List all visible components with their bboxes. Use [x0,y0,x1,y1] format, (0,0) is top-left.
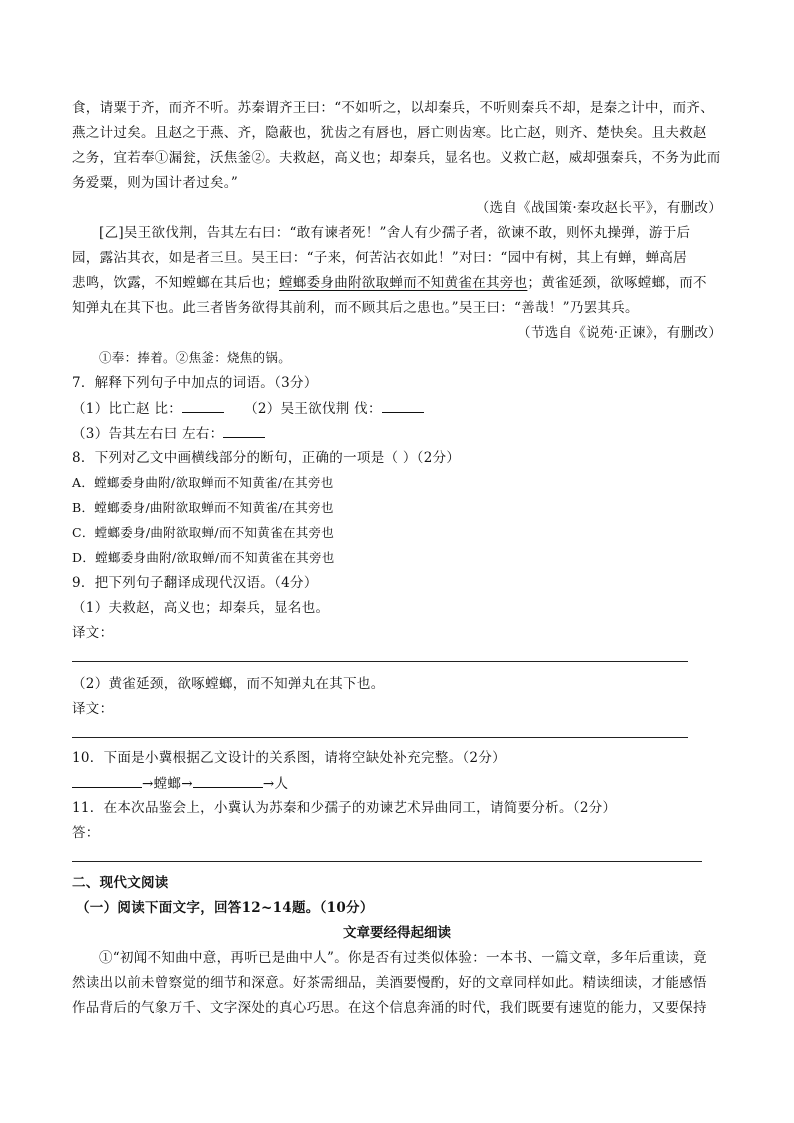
passage-yi-line-2: 园，露沾其衣，如是者三旦。吴王曰：“子来，何苦沾衣如此！”对曰：“园中有树，其上有蝉，蝉高居 [72,250,688,266]
question-8-option-c[interactable]: C．螳螂委身/曲附欲取蝉/而不知黄雀在其旁也 [72,525,335,540]
question-7-item-2: （2）吴王欲伐荆 伐： [244,401,382,417]
question-9-translation-label-2: 译文： [72,701,114,717]
passage-yi-line-1: [乙]吴王欲伐荆，告其左右曰：“敢有谏者死！”舍人有少孺子者，欲谏不敢，则怀丸操弹，游于后 [99,225,691,241]
answer-blank-10-2[interactable] [193,773,263,788]
question-9-translation-label-1: 译文： [72,625,114,641]
question-7-item-3: （3）告其左右曰 左右： [72,426,224,442]
question-7-item-1: （1）比亡赵 比： [72,401,183,417]
passage-jia-line-2: 燕之计过矣。且赵之于燕、齐，隐蔽也，犹齿之有唇也，唇亡则齿寒。比亡赵，则齐、楚快矣。且夫救赵 [72,125,707,141]
passage-yi-line-3-end: ；黄雀延颈，欲啄螳螂，而不 [527,275,707,291]
article-title: 文章要经得起细读 [343,925,451,941]
footnotes: ①奉：捧着。②焦釜：烧焦的锅。 [99,350,292,365]
question-9: 9．把下列句子翻译成现代汉语。（4分） [72,575,318,591]
question-7-item-3-row [72,423,265,444]
answer-line-9-1[interactable] [72,661,688,662]
question-9-sentence-1: （1）夫救赵，高义也；却秦兵，显名也。 [72,600,330,616]
article-line-1: ①“初闻不知曲中意，再听已是曲中人”。你是否有过类似体验：一本书、一篇文章，多年后重读，竟 [99,950,707,966]
underlined-sentence: 螳螂委身曲附欲取蝉而不知黄雀在其旁也 [279,275,528,291]
question-8-option-a[interactable]: A．螳螂委身曲附/欲取蝉而不知黄雀/在其旁也 [72,475,334,490]
question-8: 8．下列对乙文中画横线部分的断句，正确的一项是（ ）（2分） [72,450,461,466]
answer-blank-7-1[interactable] [182,398,224,413]
question-9-sentence-2: （2）黄雀延颈，欲啄螳螂，而不知弹丸在其下也。 [72,676,385,692]
question-8-option-d[interactable]: D．螳螂委身曲附/欲取蝉/而不知黄雀在其旁也 [72,550,335,565]
section-2-heading: 二、现代文阅读 [72,875,169,891]
relation-diagram [72,773,288,794]
article-line-3: 作品背后的气象万千、文字深处的真心巧思。在这个信息奔涌的时代，我们既要有速览的能力，又要保持 [72,1000,707,1016]
answer-blank-10-1[interactable] [72,773,142,788]
passage-jia-source: （选自《战国策·秦攻赵长平》，有删改） [475,200,722,216]
passage-jia-line-1: 食，请粟于齐，而齐不听。苏秦谓齐王曰：“不如听之，以却秦兵，不听则秦兵不却，是秦之计中，而齐、 [72,100,714,116]
passage-yi-line-3 [72,273,707,293]
answer-line-9-2[interactable] [72,737,688,738]
passage-yi-source: （节选自《说苑·正谏》，有删改） [517,325,722,341]
question-7: 7．解释下列句子中加点的词语。（3分） [72,375,318,391]
answer-line-11[interactable] [72,861,702,862]
question-10: 10．下面是小冀根据乙文设计的关系图，请将空缺处补充完整。（2分） [72,750,506,766]
passage-jia-line-3: 之务，宜若奉①漏瓮，沃焦釜②。夫救赵，高义也；却秦兵，显名也。义救亡赵，威却强秦兵，不务为此而 [72,150,721,166]
question-8-option-b[interactable]: B．螳螂委身/曲附欲取蝉而不知黄雀/在其旁也 [72,500,334,515]
question-11-answer-label: 答： [72,825,100,841]
question-7-items-row [72,398,424,419]
relation-arrow-mantis: →螳螂→ [142,776,193,792]
passage-yi-line-3-start: 悲鸣，饮露，不知螳螂在其后也； [72,275,279,291]
passage-yi-line-4: 知弹丸在其下也。此三者皆务欲得其前利，而不顾其后之患也。”吴王曰：“善哉！”乃罢其兵。 [72,300,639,316]
answer-blank-7-3[interactable] [223,423,265,438]
passage-jia-line-4: 务爱粟，则为国计者过矣。” [72,175,239,191]
article-line-2: 然读出以前未曾察觉的细节和深意。好茶需细品，美酒要慢酌，好的文章同样如此。精读细读，才能感悟 [72,975,707,991]
question-11: 11．在本次品鉴会上，小冀认为苏秦和少孺子的劝谏艺术异曲同工，请简要分析。（2分） [72,800,617,816]
answer-blank-7-2[interactable] [382,398,424,413]
relation-arrow-person: →人 [262,776,289,792]
section-2-subheading: （一）阅读下面文字，回答12~14题。（10分） [76,900,374,916]
